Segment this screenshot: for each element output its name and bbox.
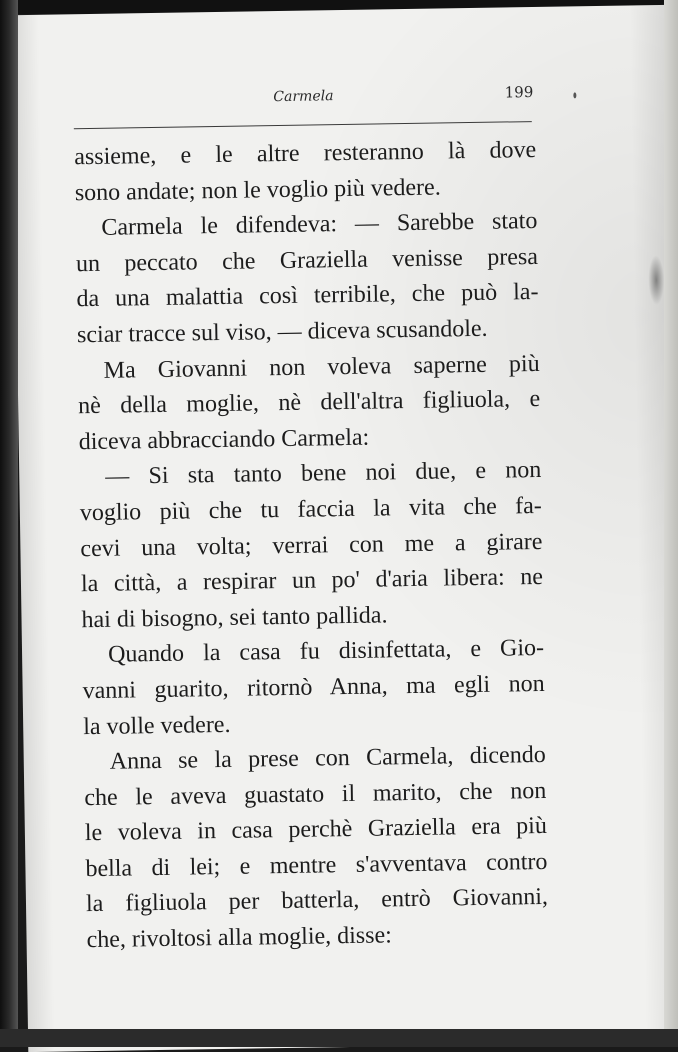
page-header	[73, 81, 533, 118]
paper-stain	[648, 255, 665, 305]
text-line: voglio più che tu faccia la vita che fa-	[79, 492, 543, 527]
page-number: 199	[504, 83, 534, 102]
text-line: hai di bisogno, sei tanto pallida.	[81, 602, 388, 633]
text-line: Quando la casa fu disinfettata, e Gio-	[107, 635, 545, 669]
text-line: vanni guarito, ritornò Anna, ma egli non	[82, 670, 545, 705]
paper-speck	[573, 92, 576, 98]
book-spine-shadow	[0, 0, 18, 1047]
text-line: sono andate; non le voglio più vedere.	[74, 174, 441, 206]
text-line: le voleva in casa perchè Graziella era più	[84, 813, 548, 847]
text-line: che le aveva guastato il marito, che non	[84, 777, 547, 811]
running-title: Carmela	[273, 88, 334, 106]
text-line: la volle vedere.	[83, 711, 231, 740]
text-line: che, rivoltosi alla moglie, disse:	[86, 922, 393, 954]
text-line: cevi una volta; verrai con me a girare	[80, 528, 543, 562]
book-page	[12, 5, 678, 1052]
text-line: Ma Giovanni non voleva saperne più	[103, 350, 540, 384]
page-right-edge	[664, 0, 678, 1047]
text-line: — Si sta tanto bene noi due, e non	[105, 457, 542, 491]
text-line: da una malattia così terribile, che può la-	[76, 279, 539, 313]
text-line: bella di lei; e mentre s'avventava contro	[85, 848, 548, 883]
text-line: diceva abbracciando Carmela:	[78, 424, 370, 455]
scan-bottom-border	[0, 1029, 678, 1047]
text-line: nè della moglie, nè dell'altra figliuola, e	[77, 386, 541, 420]
header-rule	[74, 121, 532, 129]
text-line: Carmela le difendeva: — Sarebbe stato	[101, 208, 538, 242]
text-line: la figliuola per batterla, entrò Giovanni,	[85, 884, 549, 918]
text-line: assieme, e le altre resteranno là dove	[74, 136, 537, 171]
text-line: sciar tracce sul viso, — diceva scusandole.	[76, 315, 488, 349]
text-line: un peccato che Graziella venisse presa	[75, 243, 539, 278]
text-line: la città, a respirar un po' d'aria libera: ne	[80, 564, 544, 598]
text-line: Anna se la prese con Carmela, dicendo	[109, 742, 546, 775]
body-text	[74, 133, 549, 959]
